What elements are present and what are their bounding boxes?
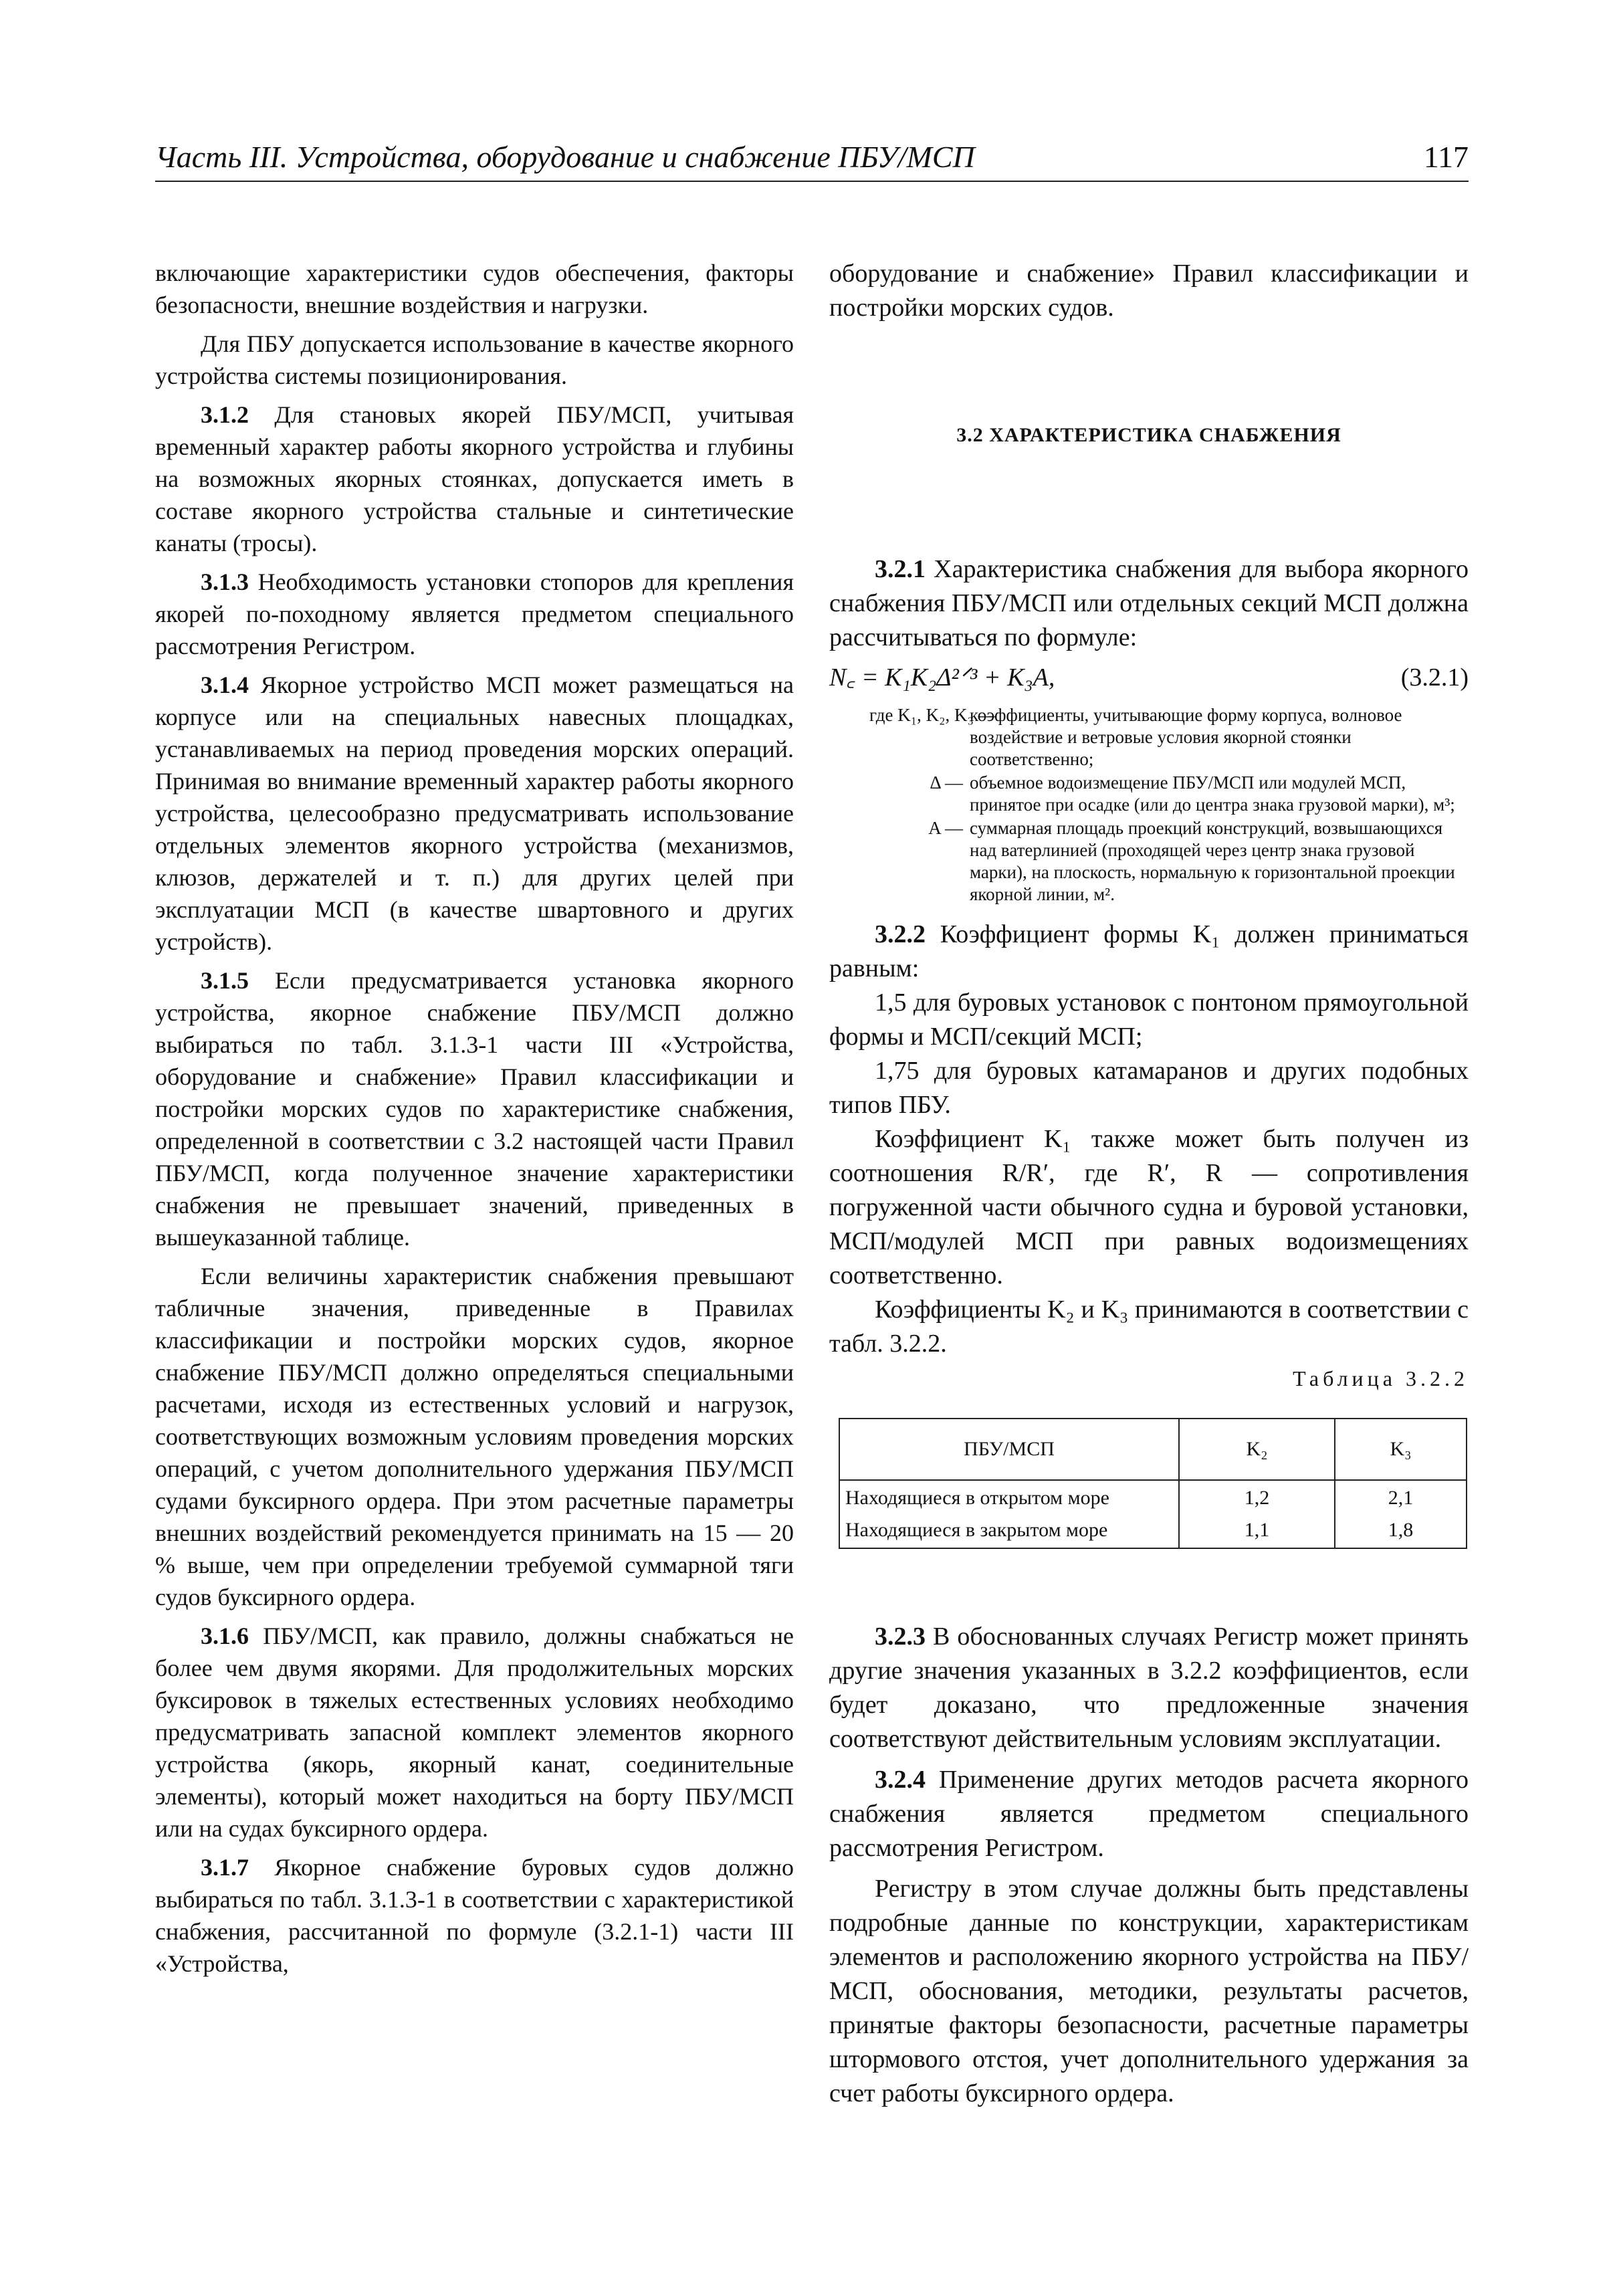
- clause-3-2-4: [829, 1763, 1469, 1865]
- definition-symbol: A —: [928, 818, 963, 838]
- clause-3-1-7: [155, 1851, 794, 1980]
- left-column: [155, 257, 794, 1980]
- clause-number: 3.1.2: [201, 401, 249, 428]
- clause-number: 3.2.2: [875, 920, 926, 948]
- clause-text: ПБУ/МСП, как правило, должны снабжаться не более чем двумя якорями. Для продолжительных морских буксировок в тяжелых естественных условиях необходимо предусматривать запасной комплект элементов якорного устройства (якорь, якорный канат, соединительные элементы), который может находиться на борту ПБУ/МСП или на судах буксирного ордера.: [155, 1623, 794, 1842]
- definition-item: [869, 817, 1469, 906]
- formula: [829, 660, 1469, 695]
- paragraph: включающие характеристики судов обеспечения, факторы безопасности, внешние воздействия и нагрузки.: [155, 259, 794, 318]
- paragraph: оборудование и снабжение» Правил классификации и постройки морских судов.: [829, 259, 1469, 322]
- table-header: ПБУ/МСП: [839, 1419, 1179, 1480]
- paragraph: Регистру в этом случае должны быть представлены подробные данные по конструкции, характеристикам элементов и расположению якорного устройства на ПБУ/МСП, обоснования, методики, результаты расчетов, принятые факторы безопасности, расчетные параметры штормового отстоя, учет дополнительного удержания за счет работы буксирного ордера.: [829, 1875, 1469, 2107]
- clause-3-2-1: [829, 552, 1469, 655]
- equipment-coefficients-table: [839, 1418, 1467, 1549]
- formula-definitions: [869, 704, 1469, 906]
- clause-3-2-3: [829, 1620, 1469, 1756]
- clause-number: 3.1.5: [201, 967, 249, 994]
- right-column: [829, 257, 1469, 2111]
- table-caption: Таблица 3.2.2: [1293, 1366, 1469, 1390]
- table-row: [839, 1514, 1467, 1548]
- clause-number: 3.1.4: [201, 671, 249, 698]
- paragraph: 1,5 для буровых установок с понтоном прямоугольной формы и МСП/секций МСП;: [829, 988, 1469, 1051]
- table-header: K₂: [1179, 1419, 1335, 1480]
- clause-3-1-3: [155, 566, 794, 662]
- paragraph: Для ПБУ допускается использование в качестве якорного устройства системы позиционирования.: [155, 330, 794, 389]
- clause-3-1-2: [155, 399, 794, 559]
- table-cell: 1,2: [1179, 1480, 1335, 1514]
- paragraph: 1,75 для буровых катамаранов и других подобных типов ПБУ.: [829, 1057, 1469, 1119]
- table-cell: 1,1: [1179, 1514, 1335, 1548]
- table-row: [839, 1480, 1467, 1514]
- paragraph: Если величины характеристик снабжения превышают табличные значения, приведенные в Правилах классификации и постройки морских судов, якорное снабжение ПБУ/МСП должно определяться специальными расчетами, исходя из естественных условий и нагрузок, соответствующих возможным условиям проведения морских операций, с учетом дополнительного удержания ПБУ/МСП судами буксирного ордера. При этом расчетные параметры внешних воздействий рекомендуется принимать на 15 — 20 % выше, чем при определении требуемой суммарной тяги судов буксирного ордера.: [155, 1263, 794, 1610]
- table-header: K₃: [1335, 1419, 1467, 1480]
- definition-text: объемное водоизмещение ПБУ/МСП или модулей МСП, принятое при осадке (или до центра знака грузовой марки), м³;: [970, 772, 1455, 815]
- definition-item: [869, 772, 1469, 816]
- table-cell: Находящиеся в закрытом море: [839, 1514, 1179, 1548]
- definition-text: суммарная площадь проекций конструкций, возвышающихся над ватерлинией (проходящей через центр знака грузовой марки), на плоскость, нормальную к горизонтальной проекции якорной линии, м².: [970, 818, 1455, 904]
- clause-text: Коэффициент формы K₁ должен приниматься равным:: [829, 920, 1469, 982]
- clause-text: Якорное устройство МСП может размещаться на корпусе или на специальных навесных площадках, устанавливаемых на период проведения морских операций. Принимая во внимание временный характер работы якорного устройства, целесообразно предусматривать использование отдельных элементов якорного устройства (механизмов, клюзов, держателей и т. п.) для других целей при эксплуатации МСП (в качестве швартовного и других устройств).: [155, 671, 794, 955]
- paragraph: Коэффициент K₁ также может быть получен из соотношения R/R′, где R′, R — сопротивления погруженной части обычного судна и буровой установки, МСП/модулей МСП при равных водоизмещениях соответственно.: [829, 1125, 1469, 1289]
- table-header-row: [839, 1419, 1467, 1480]
- clause-3-2-2: [829, 918, 1469, 986]
- page-header: [155, 139, 1469, 179]
- formula-number: (3.2.1): [1400, 663, 1469, 692]
- clause-number: 3.1.6: [201, 1623, 249, 1649]
- clause-3-1-5: [155, 964, 794, 1253]
- table-cell: 1,8: [1335, 1514, 1467, 1548]
- clause-text: Якорное снабжение буровых судов должно выбираться по табл. 3.1.3-1 в соответствии с характеристикой снабжения, рассчитанной по формуле (3.2.1-1) части III «Устройства,: [155, 1854, 794, 1977]
- clause-text: Характеристика снабжения для выбора якорного снабжения ПБУ/МСП или отдельных секций МСП должна рассчитываться по формуле:: [829, 555, 1469, 651]
- definition-symbol: Δ —: [930, 772, 963, 793]
- paragraph: Коэффициенты K₂ и K₃ принимаются в соответствии с табл. 3.2.2.: [829, 1295, 1469, 1358]
- clause-number: 3.1.3: [201, 568, 249, 595]
- clause-text: Если предусматривается установка якорного устройства, якорное снабжение ПБУ/МСП должно выбираться по табл. 3.1.3-1 части III «Устройства, оборудование и снабжение» Правил классификации и постройки морских судов по характеристике снабжения, определенной в соответствии с 3.2 настоящей части Правил ПБУ/МСП, когда полученное значение характеристики снабжения не превышает значений, приведенных в вышеуказанной таблице.: [155, 967, 794, 1251]
- section-title: 3.2 ХАРАКТЕРИСТИКА СНАБЖЕНИЯ: [956, 424, 1341, 446]
- clause-number: 3.2.4: [875, 1766, 926, 1794]
- clause-text: Применение других методов расчета якорного снабжения является предметом специального рассмотрения Регистром.: [829, 1766, 1469, 1862]
- clause-text: Для становых якорей ПБУ/МСП, учитывая временный характер работы якорного устройства и глубины на возможных якорных стоянках, допускается иметь в составе якорного устройства стальные и синтетические канаты (тросы).: [155, 401, 794, 556]
- clause-number: 3.2.1: [875, 555, 926, 583]
- clause-number: 3.2.3: [875, 1623, 926, 1651]
- header-rule: [155, 181, 1469, 182]
- formula-expression: N꜀ = K₁K₂Δ²ᐟ³ + K₃A,: [829, 663, 1055, 692]
- definition-symbol: где K₁, K₂, K₃ —: [869, 705, 996, 725]
- clause-number: 3.1.7: [201, 1854, 249, 1881]
- clause-text: Необходимость установки стопоров для крепления якорей по-походному является предметом специального рассмотрения Регистром.: [155, 568, 794, 659]
- definition-text: коэффициенты, учитывающие форму корпуса, волновое воздействие и ветровые условия якорной стоянки соответственно;: [970, 705, 1402, 769]
- table-cell: 2,1: [1335, 1480, 1467, 1514]
- clause-3-1-4: [155, 669, 794, 958]
- clause-text: В обоснованных случаях Регистр может принять другие значения указанных в 3.2.2 коэффициентов, если будет доказано, что предложенные значения соответствуют действительным условиям эксплуатации.: [829, 1623, 1469, 1753]
- definition-item: [869, 704, 1469, 770]
- table-cell: Находящиеся в открытом море: [839, 1480, 1179, 1514]
- clause-3-1-6: [155, 1620, 794, 1845]
- page-number: 117: [1423, 140, 1469, 174]
- running-title: Часть III. Устройства, оборудование и снабжение ПБУ/МСП: [155, 140, 975, 174]
